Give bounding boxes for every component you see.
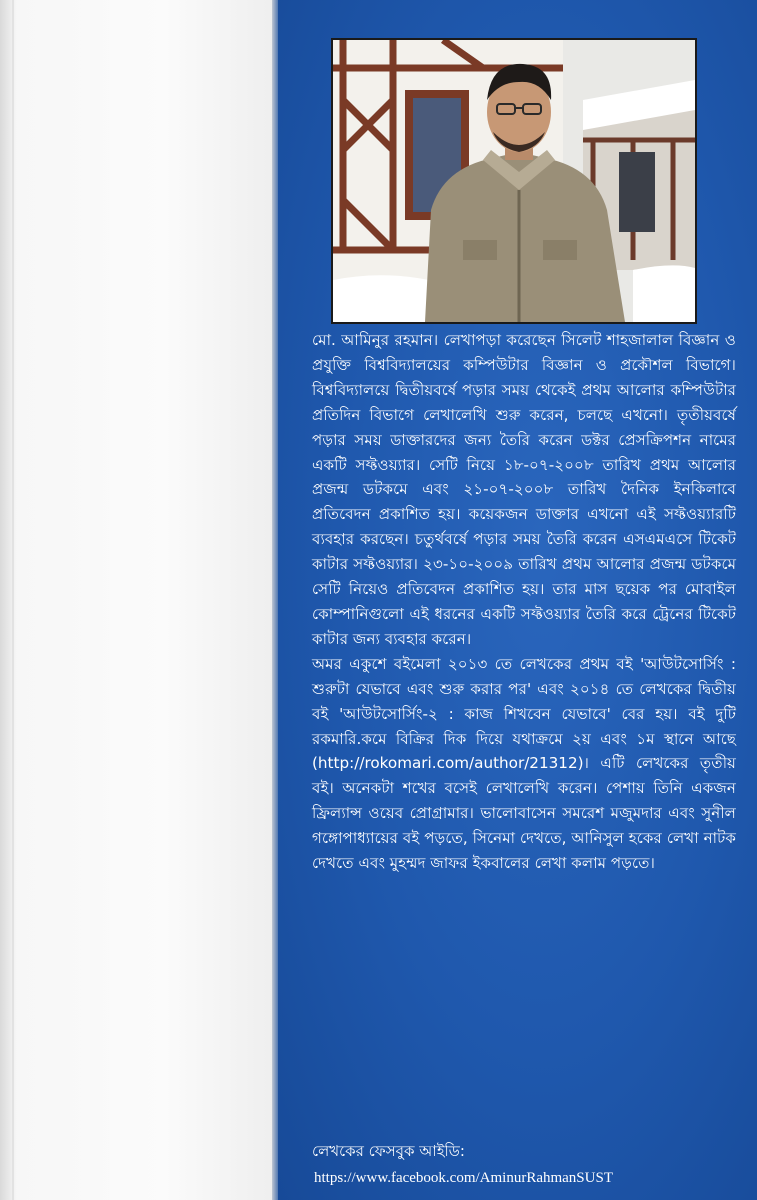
left-blank-page [0, 0, 276, 1200]
bio-paragraph-2: অমর একুশে বইমেলা ২০১৩ তে লেখকের প্রথম বই 'আউটসোর্সিং : শুরুটা যেভাবে এবং শুরু করার পর' এবং ২০১৪ তে লেখকের দ্বিতীয় বই 'আউটসোর্সিং-২ : কাজ শিখবেন যেভাবে' বের হয়। বই দুটি রকমারি.কমে বিক্রির দিক দিয়ে যথাক্রমে ২য় এবং ১ম স্থানে আছে (http://rokomari.com/author/21312)। এটি লেখকের তৃতীয় বই। অনেকটা শখের বসেই লেখালেখি করেন। পেশায় তিনি একজন ফ্রিল্যান্স ওয়েব প্রোগ্রামার। ভালোবাসেন সমরেশ মজুমদার এবং সুনীল গঙ্গোপাধ্যায়ের বই পড়তে, সিনেমা দেখতে, আনিসুল হকের লেখা নাটক দেখতে এবং মুহম্মদ জাফর ইকবালের লেখা কলাম পড়তে। [312, 654, 736, 873]
author-photo [331, 38, 697, 324]
page-edge-line [12, 0, 14, 1200]
author-bio [312, 328, 736, 876]
bio-paragraph-1: মো. আমিনুর রহমান। লেখাপড়া করেছেন সিলেট শাহজালাল বিজ্ঞান ও প্রযুক্তি বিশ্ববিদ্যালয়ের কম্পিউটার বিজ্ঞান ও প্রকৌশল বিভাগে। বিশ্ববিদ্যালয়ে দ্বিতীয়বর্ষে পড়ার সময় থেকেই প্রথম আলোর কম্পিউটার প্রতিদিন বিভাগে লেখালেখি শুরু করেন, চলছে এখনো। তৃতীয়বর্ষে পড়ার সময় ডাক্তারদের জন্য তৈরি করেন ডক্টর প্রেসক্রিপশন নামের একটি সফ্টওয়্যার। সেটি নিয়ে ১৮-০৭-২০০৮ তারিখ প্রথম আলোর প্রজন্ম ডটকমে এবং ২১-০৭-২০০৮ তারিখ দৈনিক ইনকিলাবে প্রতিবেদন প্রকাশিত হয়। কয়েকজন ডাক্তার এখনো এই সফ্টওয়্যারটি ব্যবহার করছেন। চতুর্থবর্ষে পড়ার সময় তৈরি করেন এসএমএসে টিকেট কাটার সফ্টওয়্যার। ২৩-১০-২০০৯ তারিখ প্রথম আলোর প্রজন্ম ডটকমে সেটি নিয়েও প্রতিবেদন প্রকাশিত হয়। তার মাস ছয়েক পর মোবাইল কোম্পানিগুলো এই ধরনের একটি সফ্টওয়্যার তৈরি করে ট্রেনের টিকেট কাটার জন্য ব্যবহার করেন। [312, 331, 736, 648]
facebook-label: লেখকের ফেসবুক আইডি: [312, 1142, 465, 1160]
facebook-url: https://www.facebook.com/AminurRahmanSUST [314, 1170, 613, 1186]
